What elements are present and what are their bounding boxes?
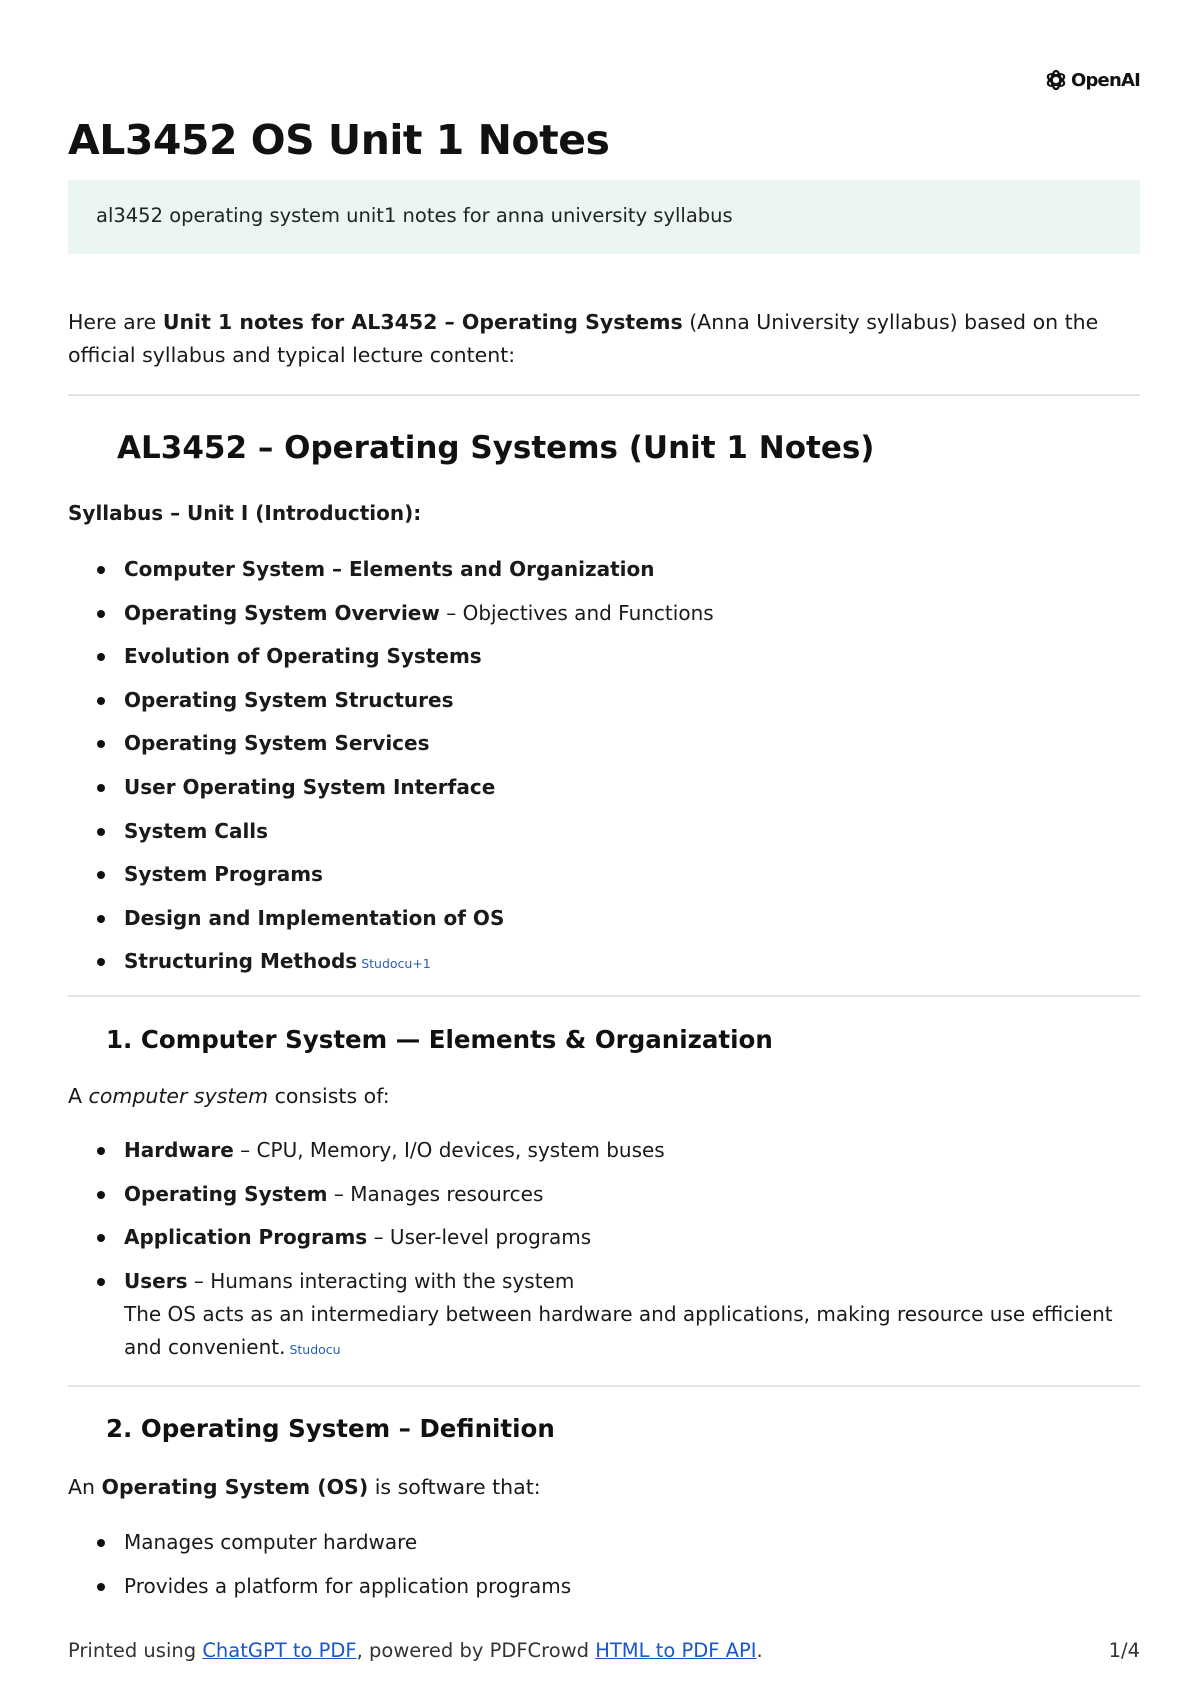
- user-prompt-box: [68, 180, 1140, 254]
- syllabus-item: Operating System Overview – Objectives and Functions: [68, 597, 1140, 641]
- intro-bold: Unit 1 notes for AL3452 – Operating Systems: [162, 310, 683, 334]
- page-number: 1/4: [1108, 1639, 1140, 1662]
- page-title: AL3452 OS Unit 1 Notes: [68, 116, 610, 164]
- list-item: Hardware – CPU, Memory, I/O devices, system buses: [68, 1134, 1140, 1178]
- divider: [68, 1385, 1140, 1387]
- list-item: Users – Humans interacting with the system The OS acts as an intermediary between hardware and applications, making resource use efficient and convenient. Studocu: [68, 1265, 1140, 1366]
- section-1-heading: 1. Computer System — Elements & Organization: [106, 1025, 773, 1054]
- intro-text-2: (Anna University syllabus) based on the official syllabus and typical lecture content:: [68, 310, 1099, 367]
- brand-name: OpenAI: [1070, 69, 1140, 91]
- citation-link[interactable]: Studocu: [289, 1341, 341, 1357]
- syllabus-list: [68, 553, 1140, 989]
- section-heading-main: AL3452 – Operating Systems (Unit 1 Notes): [117, 430, 875, 466]
- syllabus-item: Design and Implementation of OS: [68, 902, 1140, 946]
- syllabus-item: Operating System Services: [68, 727, 1140, 771]
- print-footer: Printed using ChatGPT to PDF, powered by PDFCrowd HTML to PDF API. 1/4: [68, 1639, 1140, 1662]
- intro-paragraph: [68, 306, 1140, 372]
- divider: [68, 394, 1140, 396]
- document-page: [68, 0, 1140, 1698]
- html-to-pdf-api-link[interactable]: HTML to PDF API: [595, 1639, 757, 1662]
- intro-text-1: Here are: [68, 310, 163, 334]
- citation-link[interactable]: Studocu+1: [361, 956, 431, 972]
- user-prompt-text: al3452 operating system unit1 notes for anna university syllabus: [96, 204, 733, 227]
- list-item: Manages computer hardware: [68, 1526, 1140, 1570]
- list-item: Operating System – Manages resources: [68, 1178, 1140, 1222]
- section-1-paragraph: A computer system consists of:: [68, 1084, 390, 1108]
- section-2-heading: 2. Operating System – Definition: [106, 1414, 555, 1443]
- syllabus-item: Computer System – Elements and Organization: [68, 553, 1140, 597]
- list-item: Application Programs – User-level programs: [68, 1221, 1140, 1265]
- syllabus-item: Structuring Methods Studocu+1: [68, 945, 1140, 989]
- openai-knot-icon: [1044, 68, 1068, 92]
- syllabus-item: Operating System Structures: [68, 684, 1140, 728]
- syllabus-item: System Programs: [68, 858, 1140, 902]
- syllabus-item: System Calls: [68, 815, 1140, 859]
- section-2-list: [68, 1526, 1140, 1613]
- list-item-continuation: The OS acts as an intermediary between hardware and applications, making resource use efficient and convenient. Studocu: [124, 1301, 1113, 1359]
- syllabus-item: Evolution of Operating Systems: [68, 640, 1140, 684]
- syllabus-item: User Operating System Interface: [68, 771, 1140, 815]
- chatgpt-to-pdf-link[interactable]: ChatGPT to PDF: [202, 1639, 357, 1662]
- list-item: Provides a platform for application programs: [68, 1570, 1140, 1614]
- section-2-paragraph: An Operating System (OS) is software that:: [68, 1475, 541, 1499]
- openai-logo: [1044, 68, 1140, 92]
- section-1-list: [68, 1134, 1140, 1366]
- syllabus-label: Syllabus – Unit I (Introduction):: [68, 501, 422, 525]
- divider: [68, 995, 1140, 997]
